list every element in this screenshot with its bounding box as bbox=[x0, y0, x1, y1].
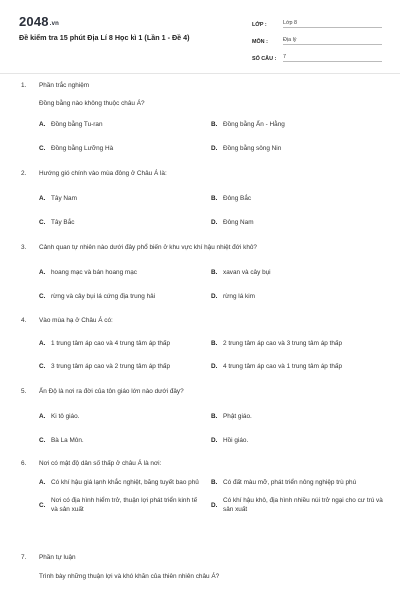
question-text: Nơi có mật độ dân số thấp ở châu Á là nơi: bbox=[39, 460, 162, 467]
question-prompt: Đồng bằng nào không thuộc châu Á? bbox=[39, 100, 145, 107]
options-grid bbox=[39, 339, 381, 371]
option-letter: A. bbox=[39, 479, 46, 486]
option-letter: B. bbox=[211, 479, 218, 486]
option-letter: A. bbox=[39, 340, 46, 347]
question-number: 2. bbox=[21, 170, 27, 177]
meta-value: 7 bbox=[283, 54, 382, 62]
exam-title: Đề kiểm tra 15 phút Địa Lí 8 Học kì 1 (Lần 1 - Đề 4) bbox=[19, 33, 190, 42]
option-b[interactable] bbox=[211, 120, 383, 129]
question-1 bbox=[21, 82, 381, 153]
question-text: Hướng gió chính vào mùa đông ở Châu Á là: bbox=[39, 170, 167, 177]
option-a[interactable] bbox=[39, 194, 211, 203]
option-letter: B. bbox=[211, 195, 218, 202]
question-text: Phần trắc nghiệm bbox=[39, 82, 90, 89]
question-text: Phần tự luận bbox=[39, 554, 76, 561]
option-letter: D. bbox=[211, 219, 218, 226]
option-letter: B. bbox=[211, 121, 218, 128]
question-text: Cảnh quan tự nhiên nào dưới đây phổ biến ở khu vực khí hậu nhiệt đới khô? bbox=[39, 244, 257, 251]
exam-meta bbox=[252, 15, 382, 66]
option-text: rừng lá kim bbox=[223, 293, 255, 300]
question-number: 3. bbox=[21, 244, 27, 251]
option-a[interactable] bbox=[39, 120, 211, 129]
question-number: 7. bbox=[21, 554, 27, 561]
question-7 bbox=[21, 554, 381, 580]
option-d[interactable] bbox=[211, 218, 383, 227]
option-c[interactable] bbox=[39, 436, 211, 445]
option-letter: D. bbox=[211, 363, 218, 370]
question-2 bbox=[21, 170, 381, 227]
option-text: Đông Nam bbox=[223, 219, 254, 226]
option-letter: A. bbox=[39, 269, 46, 276]
options-grid bbox=[39, 194, 381, 227]
option-text: Đồng bằng sông Nin bbox=[223, 145, 282, 152]
option-b[interactable] bbox=[211, 268, 383, 277]
question-6 bbox=[21, 460, 381, 514]
option-text: Đồng bằng Tu-ran bbox=[51, 121, 103, 128]
option-letter: B. bbox=[211, 269, 218, 276]
meta-value: Lớp 8 bbox=[283, 20, 382, 28]
option-c[interactable] bbox=[39, 292, 211, 301]
header-divider bbox=[0, 73, 400, 74]
option-b[interactable] bbox=[211, 339, 383, 348]
option-a[interactable] bbox=[39, 412, 211, 421]
question-text: Vào mùa hạ ở Châu Á có: bbox=[39, 317, 113, 324]
logo-domain: .vn bbox=[49, 21, 60, 27]
meta-row-class bbox=[252, 15, 382, 28]
question-number: 5. bbox=[21, 388, 27, 395]
option-a[interactable] bbox=[39, 478, 211, 487]
option-letter: B. bbox=[211, 413, 218, 420]
meta-label: LỚP : bbox=[252, 22, 267, 28]
question-number: 6. bbox=[21, 460, 27, 467]
option-text: Phật giáo. bbox=[223, 413, 252, 420]
option-letter: C. bbox=[39, 363, 46, 370]
option-text: Ki tô giáo. bbox=[51, 413, 80, 420]
option-text: Bà La Môn. bbox=[51, 437, 84, 444]
option-letter: C. bbox=[39, 501, 46, 509]
option-text: 1 trung tâm áp cao và 4 trung tâm áp thấp bbox=[51, 340, 171, 347]
option-d[interactable] bbox=[211, 292, 383, 301]
option-c[interactable] bbox=[39, 362, 211, 371]
option-letter: B. bbox=[211, 340, 218, 347]
option-letter: D. bbox=[211, 145, 218, 152]
options-grid bbox=[39, 268, 381, 301]
option-c[interactable] bbox=[39, 218, 211, 227]
option-text: Đồng bằng Ấn - Hằng bbox=[223, 121, 285, 128]
option-text: Có khí hậu giá lạnh khắc nghiệt, băng tuyết bao phủ bbox=[51, 479, 199, 486]
logo-text: 2048 bbox=[19, 14, 49, 29]
option-text: rừng và cây bụi lá cứng địa trung hải bbox=[51, 293, 156, 300]
page-header bbox=[0, 0, 400, 70]
options-grid bbox=[39, 478, 381, 514]
option-d[interactable] bbox=[211, 362, 383, 371]
option-letter: C. bbox=[39, 219, 46, 226]
option-b[interactable] bbox=[211, 412, 383, 421]
question-number: 4. bbox=[21, 317, 27, 324]
option-text: Nơi có địa hình hiểm trở, thuận lợi phát triển kinh tế và sản xuất bbox=[51, 497, 198, 513]
option-letter: D. bbox=[211, 437, 218, 444]
options-grid bbox=[39, 120, 381, 153]
option-a[interactable] bbox=[39, 268, 211, 277]
option-text: hoang mạc và bán hoang mạc bbox=[51, 269, 137, 276]
option-text: 4 trung tâm áp cao và 1 trung tâm áp thấp bbox=[223, 363, 343, 370]
option-text: Đông Bắc bbox=[223, 195, 252, 202]
option-text: Có khí hậu khô, địa hình nhiều núi trở ngại cho cư trú và sản xuất bbox=[223, 497, 383, 513]
option-letter: D. bbox=[211, 501, 218, 509]
meta-label: SỐ CÂU : bbox=[252, 56, 277, 62]
question-number: 1. bbox=[21, 82, 27, 89]
option-text: 2 trung tâm áp cao và 3 trung tâm áp thấp bbox=[223, 340, 343, 347]
option-c[interactable] bbox=[39, 144, 211, 153]
option-letter: D. bbox=[211, 293, 218, 300]
option-letter: C. bbox=[39, 145, 46, 152]
meta-label: MÔN : bbox=[252, 39, 268, 45]
meta-row-count bbox=[252, 49, 382, 62]
option-letter: C. bbox=[39, 437, 46, 444]
option-letter: A. bbox=[39, 195, 46, 202]
option-text: xavan và cây bụi bbox=[223, 269, 271, 276]
options-grid bbox=[39, 412, 381, 445]
option-a[interactable] bbox=[39, 339, 211, 348]
option-d[interactable] bbox=[211, 496, 383, 514]
option-text: Hồi giáo. bbox=[223, 437, 249, 444]
question-text: Ấn Độ là nơi ra đời của tôn giáo lớn nào dưới đây? bbox=[39, 388, 184, 395]
meta-value: Địa lý bbox=[283, 37, 382, 45]
option-d[interactable] bbox=[211, 144, 383, 153]
option-b[interactable] bbox=[211, 478, 383, 487]
option-letter: C. bbox=[39, 293, 46, 300]
option-text: Tây Bắc bbox=[51, 219, 75, 226]
option-c[interactable] bbox=[39, 496, 211, 514]
option-b[interactable] bbox=[211, 194, 383, 203]
option-text: Tây Nam bbox=[51, 195, 77, 202]
site-logo[interactable] bbox=[19, 14, 59, 29]
question-4 bbox=[21, 317, 381, 371]
option-letter: A. bbox=[39, 121, 46, 128]
option-letter: A. bbox=[39, 413, 46, 420]
question-5 bbox=[21, 388, 381, 445]
option-d[interactable] bbox=[211, 436, 383, 445]
question-3 bbox=[21, 244, 381, 301]
option-text: 3 trung tâm áp cao và 2 trung tâm áp thấp bbox=[51, 363, 171, 370]
option-text: Có đất màu mỡ, phát triển nông nghiệp trù phú bbox=[223, 479, 357, 486]
option-text: Đồng bằng Lưỡng Hà bbox=[51, 145, 114, 152]
meta-row-subject bbox=[252, 32, 382, 45]
question-prompt: Trình bày những thuận lợi và khó khăn của thiên nhiên châu Á? bbox=[39, 573, 220, 580]
